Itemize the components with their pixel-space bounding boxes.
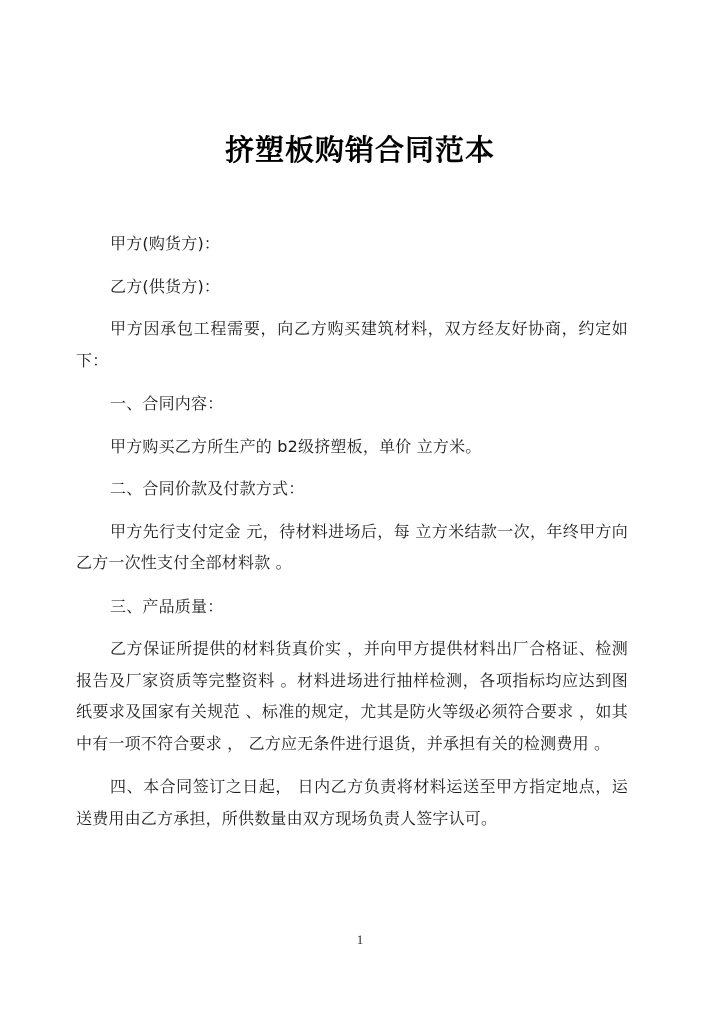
section-1-body: 甲方购买乙方所生产的 b2级挤塑板，单价 立方米。 — [110, 436, 482, 456]
page-number: 1 — [356, 932, 364, 947]
spacer — [76, 622, 628, 633]
spacer — [76, 505, 628, 516]
spacer — [76, 462, 628, 473]
section-2-body: 甲方先行支付定金 元，待材料进场后，每 立方米结款一次，年终甲方向乙方一次性支付全部材料款 。 — [76, 521, 628, 572]
section-1-heading: 一、合同内容： — [110, 394, 224, 413]
section-3-body: 乙方保证所提供的材料货真价实 ，并向甲方提供材料出厂合格证、检测报告及厂家资质等完整资料 。材料进场进行抽样检测，各项指标均应达到图纸要求及国家有关规范 、标准的规定，尤其是防火等级必须符合要求 ，如其中有一项不符合要求 ， 乙方应无条件进行退货，并承担有关的检测费用 。 — [76, 639, 628, 753]
section-2-heading: 二、合同价款及付款方式： — [110, 479, 305, 498]
section-4-body: 四、本合同签订之日起， 日内乙方负责将材料运送至甲方指定地点，运送费用由乙方承担，所供数量由双方现场负责人签字认可。 — [76, 777, 628, 828]
party-a-line: 甲方(购货方)： — [110, 234, 221, 253]
document-body — [76, 228, 628, 834]
party-b-line: 乙方(供货方)： — [110, 276, 221, 296]
spacer — [76, 376, 628, 388]
spacer — [76, 579, 628, 591]
spacer — [76, 420, 628, 431]
page-title: 挤塑板购销合同范本 — [224, 133, 495, 167]
spacer — [76, 759, 628, 771]
section-3-heading: 三、产品质量： — [110, 596, 224, 616]
preamble-paragraph: 甲方因承包工程需要，向乙方购买建筑材料，双方经友好协商，约定如下： — [76, 319, 628, 370]
spacer — [76, 302, 628, 313]
spacer — [76, 260, 628, 271]
